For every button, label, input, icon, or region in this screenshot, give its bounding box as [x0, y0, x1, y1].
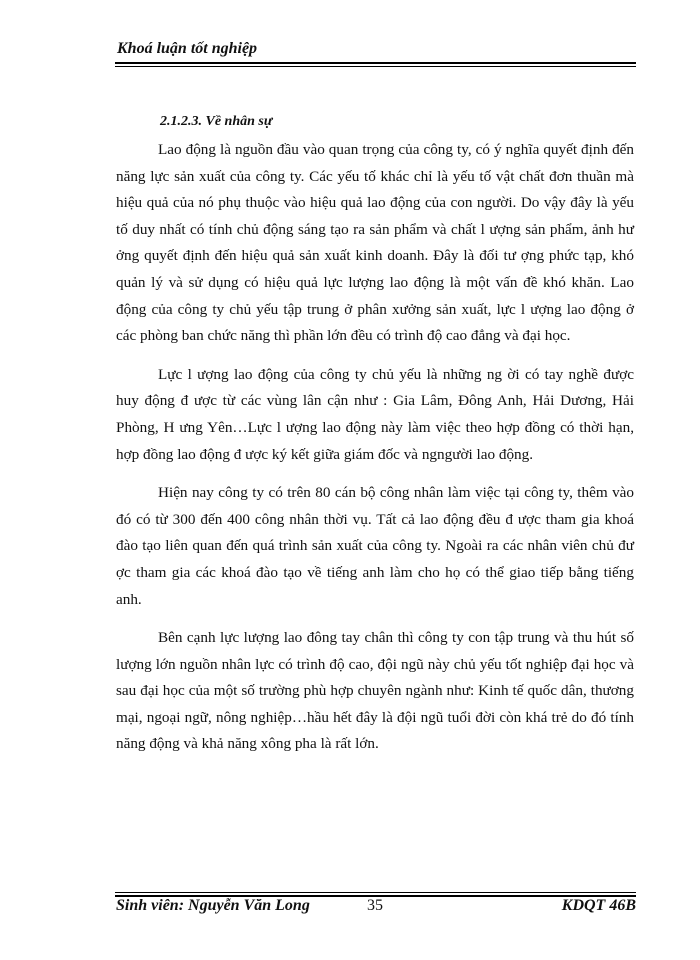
document-body — [116, 137, 634, 770]
paragraph-2: Lực l ượng lao động của công ty chủ yếu là những ng ời có tay nghề được huy động đ ược từ các vùng lân cận như : Gia Lâm, Đông Anh, Hải Dương, Hải Phòng, H ưng Yên…Lực l ượng lao động này làm việc theo hợp đồng có thời hạn, hợp đồng lao động đ ược ký kết giữa giám đốc và ngngười lao động. — [116, 365, 634, 463]
page-number: 35 — [367, 897, 383, 914]
thesis-title: Khoá luận tốt nghiệp — [117, 40, 258, 57]
page-footer — [116, 897, 636, 919]
class-code: KDQT 46B — [561, 897, 636, 914]
paragraph-4: Bên cạnh lực lượng lao đông tay chân thì công ty con tập trung và thu hút số lượng lớn nguồn nhân lực có trình độ cao, đội ngũ này chủ yếu tốt nghiệp đại học và sau đại học của một số trường phù hợp chuyên ngành như: Kinh tế quốc dân, thương mại, ngoại ngữ, nông nghiệp…hầu hết đây là đội ngũ tuổi đời còn khá trẻ do đó tính năng động và khả năng xông pha là rất lớn. — [116, 629, 634, 753]
header-rule-thick — [115, 62, 636, 64]
paragraph-3: Hiện nay công ty có trên 80 cán bộ công nhân làm việc tại công ty, thêm vào đó có từ 300 đến 400 công nhân thời vụ. Tất cả lao động đều đ ược tham gia khoá đào tạo liên quan đến quá trình sản xuất của công ty. Ngoài ra các nhân viên chủ đư ợc tham gia các khoá đào tạo về tiếng anh làm cho họ có thể giao tiếp bằng tiếng anh. — [116, 484, 634, 608]
student-name: Sinh viên: Nguyễn Văn Long — [116, 897, 310, 914]
footer-rule-thin — [115, 892, 636, 893]
header-rule-thin — [115, 66, 636, 67]
section-heading: 2.1.2.3. Về nhân sự — [160, 114, 273, 129]
paragraph-1: Lao động là nguồn đầu vào quan trọng của công ty, có ý nghĩa quyết định đến năng lực sản xuất của công ty. Các yếu tố khác chỉ là yếu tố vật chất đơn thuần mà hiệu quả của nó phụ thuộc vào hiệu quả lao động của con người. Do vậy đây là yếu tố duy nhất có tính chủ động sáng tạo ra sản phẩm và chất l ượng sản phẩm, ảnh hư ởng quyết định đến hiệu quả sản xuất kinh doanh. Đây là đối tư ợng phức tạp, khó quản lý và sử dụng có hiệu quả lực lượng lao động là một vấn đề khó khăn. Lao động của công ty chủ yếu tập trung ở phân xưởng sản xuất, lực l ượng lao động ở các phòng ban chức năng thì phần lớn đều có trình độ cao đẳng và đại học. — [116, 141, 634, 345]
